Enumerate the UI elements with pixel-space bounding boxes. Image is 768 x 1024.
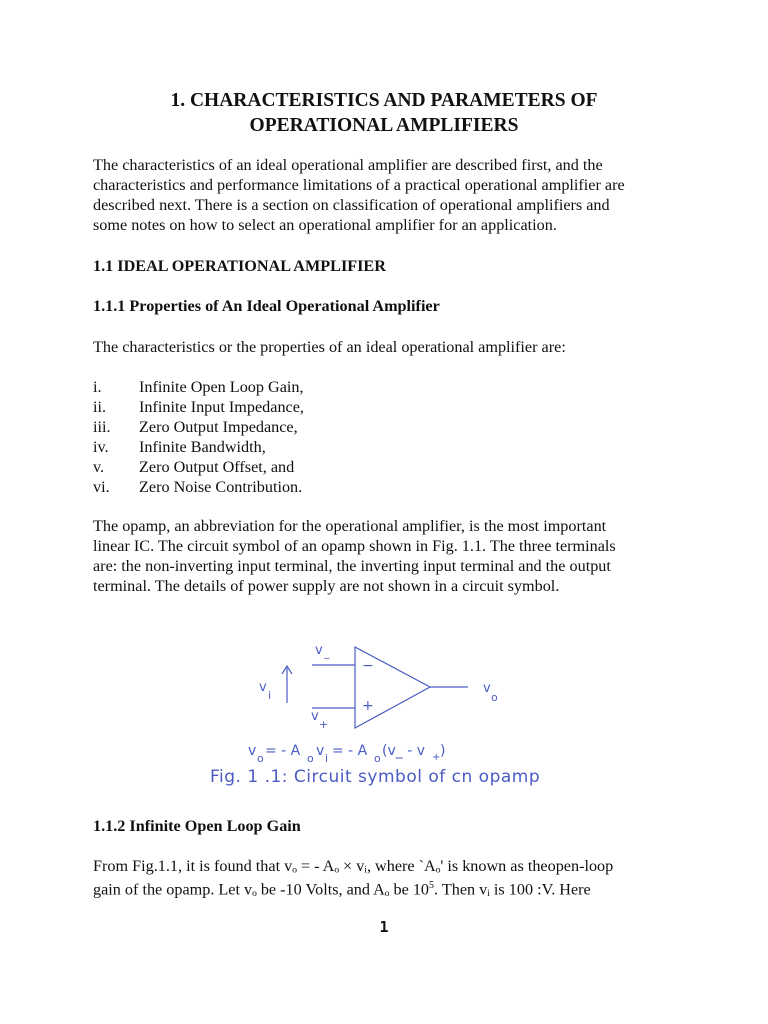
equation-part: ) <box>440 743 446 759</box>
list-item-text: Infinite Bandwidth, <box>139 438 266 456</box>
list-item-text: Infinite Open Loop Gain, <box>139 378 304 396</box>
intro-line: characteristics and performance limitations of a practical operational amplifier are <box>93 176 625 194</box>
label-v-minus-sub: _ <box>324 646 330 659</box>
equation-vplus-sub: + <box>432 752 441 763</box>
list-item-number: ii. <box>93 398 107 416</box>
list-item-number: i. <box>93 378 102 396</box>
intro-line: described next. There is a section on classification of operational amplifiers and <box>93 196 610 214</box>
equation-a0-sub: o <box>307 752 314 765</box>
list-item-text: Zero Output Impedance, <box>139 418 298 436</box>
gain-exponent: 5 <box>429 880 435 891</box>
figure-caption: Fig. 1 .1: Circuit symbol of cn opamp <box>210 767 541 787</box>
equation-part: = - A <box>332 743 368 759</box>
properties-intro-text: The characteristics or the properties of an ideal operational amplifier are: <box>93 338 566 356</box>
label-vo: v <box>483 681 491 696</box>
label-vo-sub: o <box>491 691 498 704</box>
section-heading-1-1-2: 1.1.2 Infinite Open Loop Gain <box>93 817 301 835</box>
equation-vo-sub: o <box>257 752 264 765</box>
equation-a0-sub: o <box>374 752 381 765</box>
label-v-minus: v <box>315 643 323 658</box>
equation-vi-sub: i <box>325 752 329 765</box>
list-item-number: v. <box>93 458 105 476</box>
opamp-line: terminal. The details of power supply are not shown in a circuit symbol. <box>93 577 560 595</box>
section-heading-1-1: 1.1 IDEAL OPERATIONAL AMPLIFIER <box>93 257 386 275</box>
gain-line-text: gain of the opamp. Let vₒ be -10 Volts, and Aₒ be 10 <box>93 880 430 899</box>
label-vi-sub: i <box>268 689 272 702</box>
title-line-2: OPERATIONAL AMPLIFIERS <box>249 115 519 136</box>
gain-line: From Fig.1.1, it is found that vₒ = - Aₒ × vᵢ, where `Aₒ' is known as theopen-loop <box>93 857 614 875</box>
list-item-number: vi. <box>93 478 110 496</box>
label-vi: v <box>259 680 267 695</box>
gain-line-text: . Then vᵢ is 100 :V. Here <box>434 880 591 899</box>
title-line-1: 1. CHARACTERISTICS AND PARAMETERS OF <box>170 90 598 111</box>
intro-line: The characteristics of an ideal operational amplifier are described first, and the <box>93 156 603 174</box>
label-v-plus: v <box>311 709 319 724</box>
plus-sign: + <box>362 698 374 714</box>
list-item-number: iv. <box>93 438 109 456</box>
gain-line <box>93 876 683 899</box>
page-number: 1 <box>379 918 389 936</box>
list-item-text: Infinite Input Impedance, <box>139 398 304 416</box>
list-item-text: Zero Noise Contribution. <box>139 478 303 496</box>
label-v-plus-sub: + <box>319 718 329 731</box>
intro-line: some notes on how to select an operational amplifier for an application. <box>93 216 557 234</box>
minus-sign: − <box>362 658 374 674</box>
equation-vo: v <box>248 743 257 759</box>
equation-vi: v <box>316 743 325 759</box>
list-item-text: Zero Output Offset, and <box>139 458 295 476</box>
equation-part: (v_ - v <box>382 743 425 759</box>
opamp-line: linear IC. The circuit symbol of an opamp shown in Fig. 1.1. The three terminals <box>93 537 616 555</box>
section-heading-1-1-1: 1.1.1 Properties of An Ideal Operational Amplifier <box>93 297 440 315</box>
opamp-line: The opamp, an abbreviation for the operational amplifier, is the most important <box>93 517 607 535</box>
equation-part: = - A <box>265 743 301 759</box>
list-item-number: iii. <box>93 418 111 436</box>
opamp-line: are: the non-inverting input terminal, the inverting input terminal and the output <box>93 557 611 575</box>
gain-paragraph <box>93 856 683 899</box>
